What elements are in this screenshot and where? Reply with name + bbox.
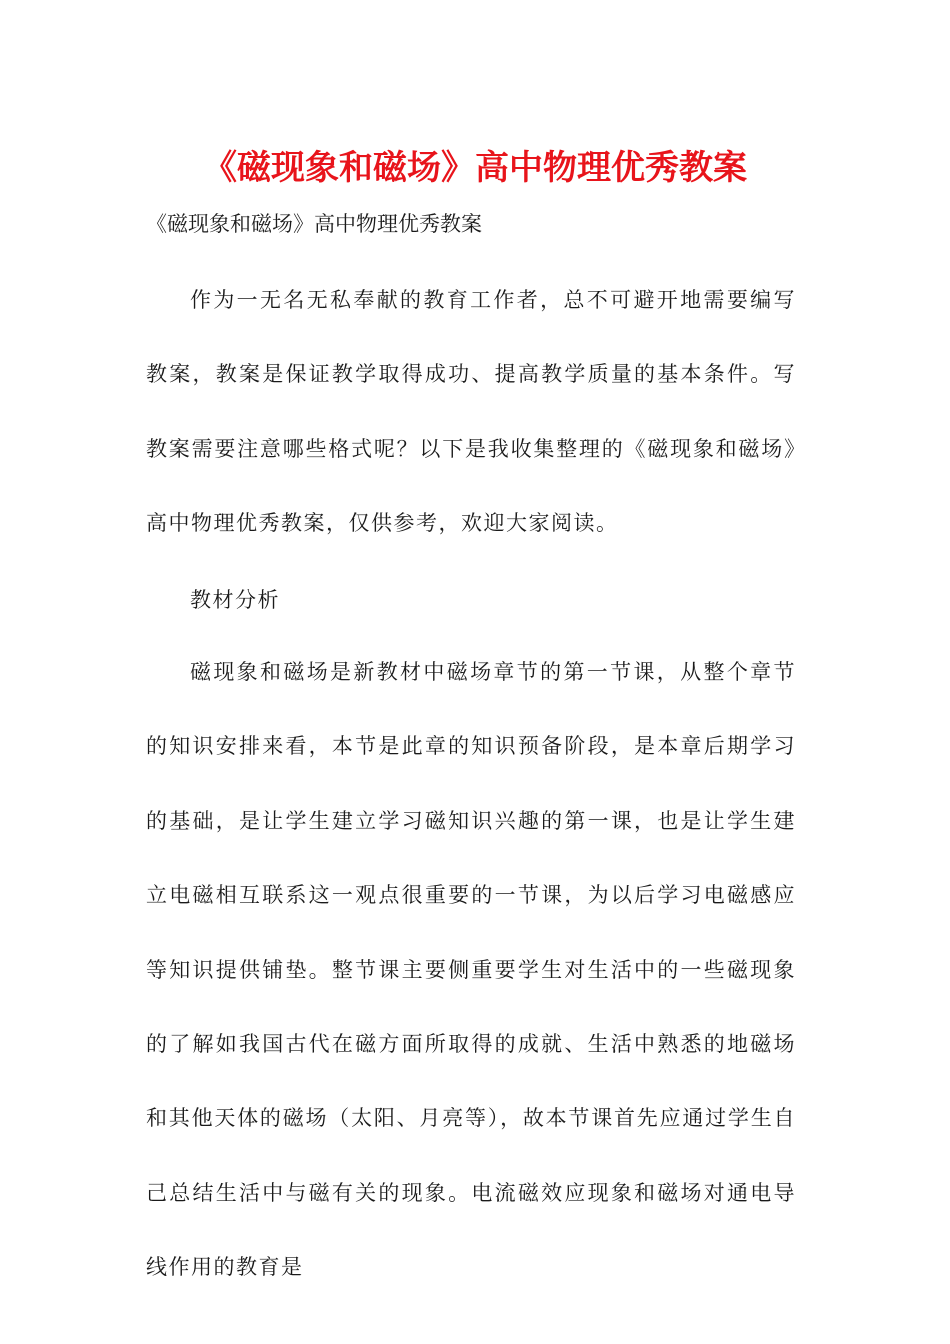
intro-paragraph: 作为一无名无私奉献的教育工作者，总不可避开地需要编写教案，教案是保证教学取得成功、提高教学质量的基本条件。写教案需要注意哪些格式呢？以下是我收集整理的《磁现象和磁场》高中物理优秀教案，仅供参考，欢迎大家阅读。 [146,288,796,536]
body-paragraph: 磁现象和磁场是新教材中磁场章节的第一节课，从整个章节的知识安排来看，本节是此章的知识预备阶段，是本章后期学习的基础，是让学生建立学习磁知识兴趣的第一课，也是让学生建立电磁相互联系这一观点很重要的一节课，为以后学习电磁感应等知识提供铺垫。整节课主要侧重要学生对生活中的一些磁现象的了解如我国古代在磁方面所取得的成就、生活中熟悉的地磁场和其他天体的磁场（太阳、月亮等），故本节课首先应通过学生自己总结生活中与磁有关的现象。电流磁效应现象和磁场对通电导线作用的教育是 [146,660,796,1280]
document-subtitle: 《磁现象和磁场》高中物理优秀教案 [146,212,482,236]
section-heading: 教材分析 [190,588,280,612]
document-title: 《磁现象和磁场》高中物理优秀教案 [203,148,747,188]
